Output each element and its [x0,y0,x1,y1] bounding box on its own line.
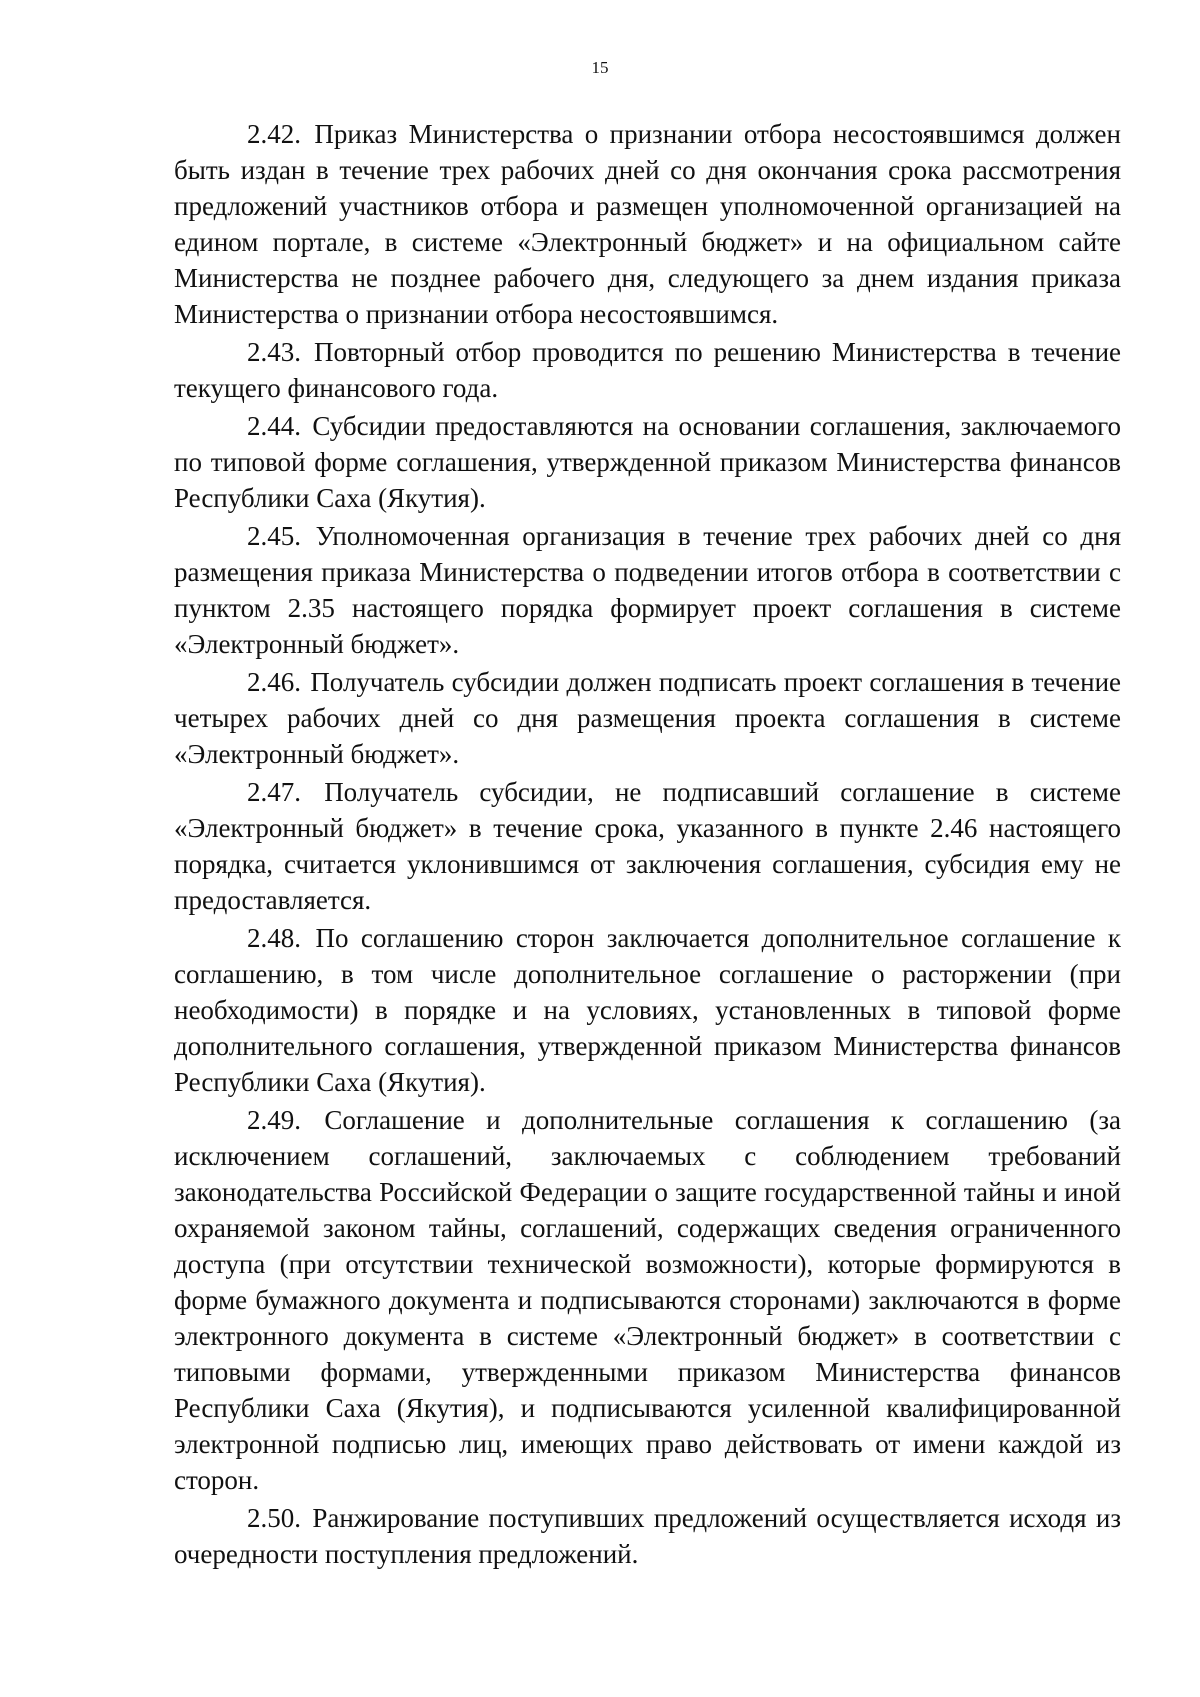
paragraph-number: 2.45. [247,521,301,551]
paragraph-text: Приказ Министерства о признании отбора несостоявшимся должен быть издан в течение трех рабочих дней со дня окончания срока рассмотрения предложений участников отбора и размещен уполномоченной организацией на едином портале, в системе «Электронный бюджет» и на официальном сайте Министерства не позднее рабочего дня, следующего за днем издания приказа Министерства о признании отбора несостоявшимся. [174,119,1121,329]
page-number: 15 [591,58,609,77]
paragraph-2-43 [174,334,1121,406]
paragraph-text: Повторный отбор проводится по решению Министерства в течение текущего финансового года. [174,337,1121,403]
paragraph-text: Получатель субсидии должен подписать проект соглашения в течение четырех рабочих дней со дня размещения проекта соглашения в системе «Электронный бюджет». [174,667,1122,769]
paragraph-number: 2.48. [247,923,301,953]
paragraph-2-46 [174,664,1121,772]
paragraph-number: 2.46. [247,667,301,697]
paragraph-text: Соглашение и дополнительные соглашения к соглашению (за исключением соглашений, заключаемых с соблюдением требований законодательства Российской Федерации о защите государственной тайны и иной охраняемой законом тайны, соглашений, содержащих сведения ограниченного доступа (при отсутствии технической возможности), которые формируются в форме бумажного документа и подписываются сторонами) заключаются в форме электронного документа в системе «Электронный бюджет» в соответствии с типовыми формами, утвержденными приказом Министерства финансов Республики Саха (Якутия), и подписываются усиленной квалифицированной электронной подписью лиц, имеющих право действовать от имени каждой из сторон. [174,1105,1122,1495]
paragraph-2-45 [174,518,1121,662]
paragraph-number: 2.50. [247,1503,301,1533]
paragraph-text: Уполномоченная организация в течение трех рабочих дней со дня размещения приказа Министерства о подведении итогов отбора в соответствии с пунктом 2.35 настоящего порядка формирует проект соглашения в системе «Электронный бюджет». [174,521,1121,659]
document-body [174,116,1121,1574]
paragraph-2-47 [174,774,1121,918]
paragraph-2-44 [174,408,1121,516]
paragraph-number: 2.49. [247,1105,301,1135]
paragraph-2-48 [174,920,1121,1100]
paragraph-text: По соглашению сторон заключается дополнительное соглашение к соглашению, в том числе дополнительное соглашение о расторжении (при необходимости) в порядке и на условиях, установленных в типовой форме дополнительного соглашения, утвержденной приказом Министерства финансов Республики Саха (Якутия). [174,923,1122,1097]
paragraph-2-49 [174,1102,1121,1498]
paragraph-number: 2.43. [247,337,301,367]
paragraph-text: Субсидии предоставляются на основании соглашения, заключаемого по типовой форме соглашения, утвержденной приказом Министерства финансов Республики Саха (Якутия). [174,411,1121,513]
paragraph-text: Получатель субсидии, не подписавший соглашение в системе «Электронный бюджет» в течение срока, указанного в пункте 2.46 настоящего порядка, считается уклонившимся от заключения соглашения, субсидия ему не предоставляется. [174,777,1121,915]
paragraph-2-42 [174,116,1121,332]
paragraph-2-50 [174,1500,1121,1572]
paragraph-number: 2.44. [247,411,301,441]
paragraph-number: 2.47. [247,777,301,807]
paragraph-number: 2.42. [247,119,301,149]
paragraph-text: Ранжирование поступивших предложений осуществляется исходя из очередности поступления предложений. [174,1503,1121,1569]
